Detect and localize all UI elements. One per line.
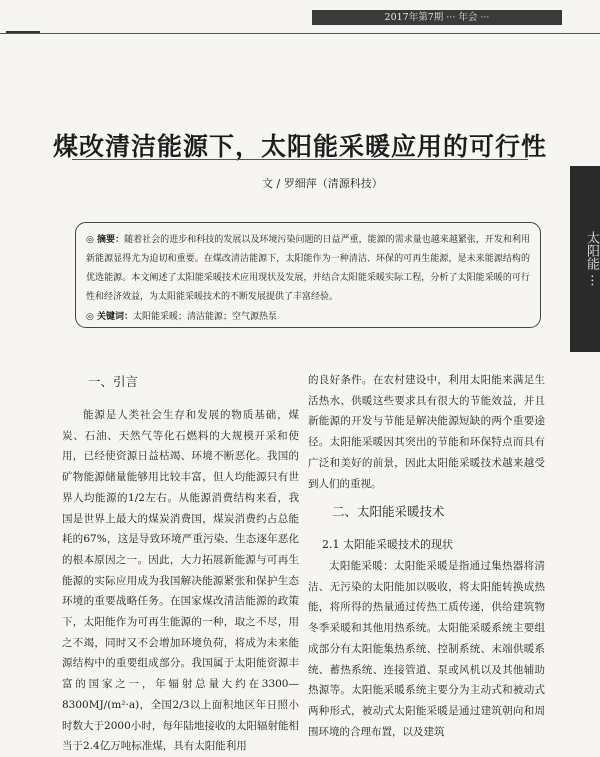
article-title: 煤改清洁能源下，太阳能采暖应用的可行性 bbox=[52, 132, 547, 161]
keywords-row bbox=[86, 308, 530, 327]
side-section-tab: 太阳能 ··· bbox=[570, 166, 600, 352]
right-top-paragraph: 的良好条件。在农村建设中，利用太阳能来满足生活热水、供暖这些要求具有很大的节能效益，并且新能源的开发与节能是解决能源短缺的两个重要途径。太阳能采暖因其突出的节能和环保特点而具有广泛和美好的前景，因此太阳能采暖技术越来越受到人们的重视。 bbox=[308, 374, 545, 490]
section2-heading: 二、太阳能采暖技术 bbox=[332, 504, 445, 519]
intro-paragraph: 能源是人类社会生存和发展的物质基础，煤炭、石油、天然气等化石燃料的大规模开采和使用，已经使资源日益枯竭、环境不断恶化。我国的矿物能源储量能够用比较丰富，但人均能源只有世界人均能源的1/2左右。从能源消费结构来看，我国是世界上最大的煤炭消费国，煤炭消费约占总能耗的67%，这是导致环境严重污染、生态逐年恶化的根本原因之一。因此，大力拓展新能源与可再生能源的实际应用成为我国解决能源紧张和保护生态环境的重要战略任务。在国家煤改清洁能源的政策下，太阳能作为可再生能源的一种，取之不尽，用之不竭，同时又不会增加环境负荷，将成为未来能源结构中的重要组成部分。我国属于太阳能资源丰富的国家之一，年辐射总量大约在3300—8300MJ/(m²·a)，全国2/3以上面积地区年日照小时数大于2000小时，每年陆地接收的太阳辐射能相当于2.4亿万吨标准煤，具有太阳能利用 bbox=[62, 409, 299, 753]
keywords-text: 太阳能采暖；清洁能源；空气源热泵 bbox=[133, 312, 278, 322]
right-bottom-paragraph: 太阳能采暖：太阳能采暖是指通过集热器将清洁、无污染的太阳能加以吸收，将太阳能转换成热能，将所得的热量通过传热工质传递，供给建筑物冬季采暖和其他用热系统。太阳能采暖系统主要组成部分有太阳能集热系统、控制系统、末端供暖系统、蓄热系统、连接管道、泵或风机以及其他辅助热源等。太阳能采暖系统主要分为主动式和被动式两种形式，被动式太阳能采暖是通过建筑朝向和周围环境的合理布置，以及建筑 bbox=[308, 560, 545, 738]
header-rule bbox=[0, 33, 600, 34]
keywords-label: ◎ 关键词： bbox=[86, 312, 133, 322]
subsection-heading: 2.1 太阳能采暖技术的现状 bbox=[322, 538, 453, 551]
journal-header: 2017年第7期 ··· 年会 ··· bbox=[312, 10, 562, 25]
abstract-label: ◎ 摘要： bbox=[86, 235, 125, 245]
title-rule bbox=[72, 159, 528, 160]
abstract-box bbox=[75, 222, 541, 328]
intro-heading: 一、引言 bbox=[88, 374, 139, 389]
abstract-text: 随着社会的进步和科技的发展以及环境污染问题的日益严重，能源的需求量也越来越紧张，开发和利用新能源显得尤为迫切和重要。在煤改清洁能源下，太阳能作为一种清洁、环保的可再生能源，是未来能源结构的优选能源。本文阐述了太阳能采暖技术应用现状及发展，并结合太阳能采暖实际工程，分析了太阳能采暖的可行性和经济效益，为太阳能采暖技术的不断发展提供了丰富经验。 bbox=[86, 235, 530, 302]
author-byline: 文 / 罗细萍（清源科技） bbox=[262, 177, 383, 190]
